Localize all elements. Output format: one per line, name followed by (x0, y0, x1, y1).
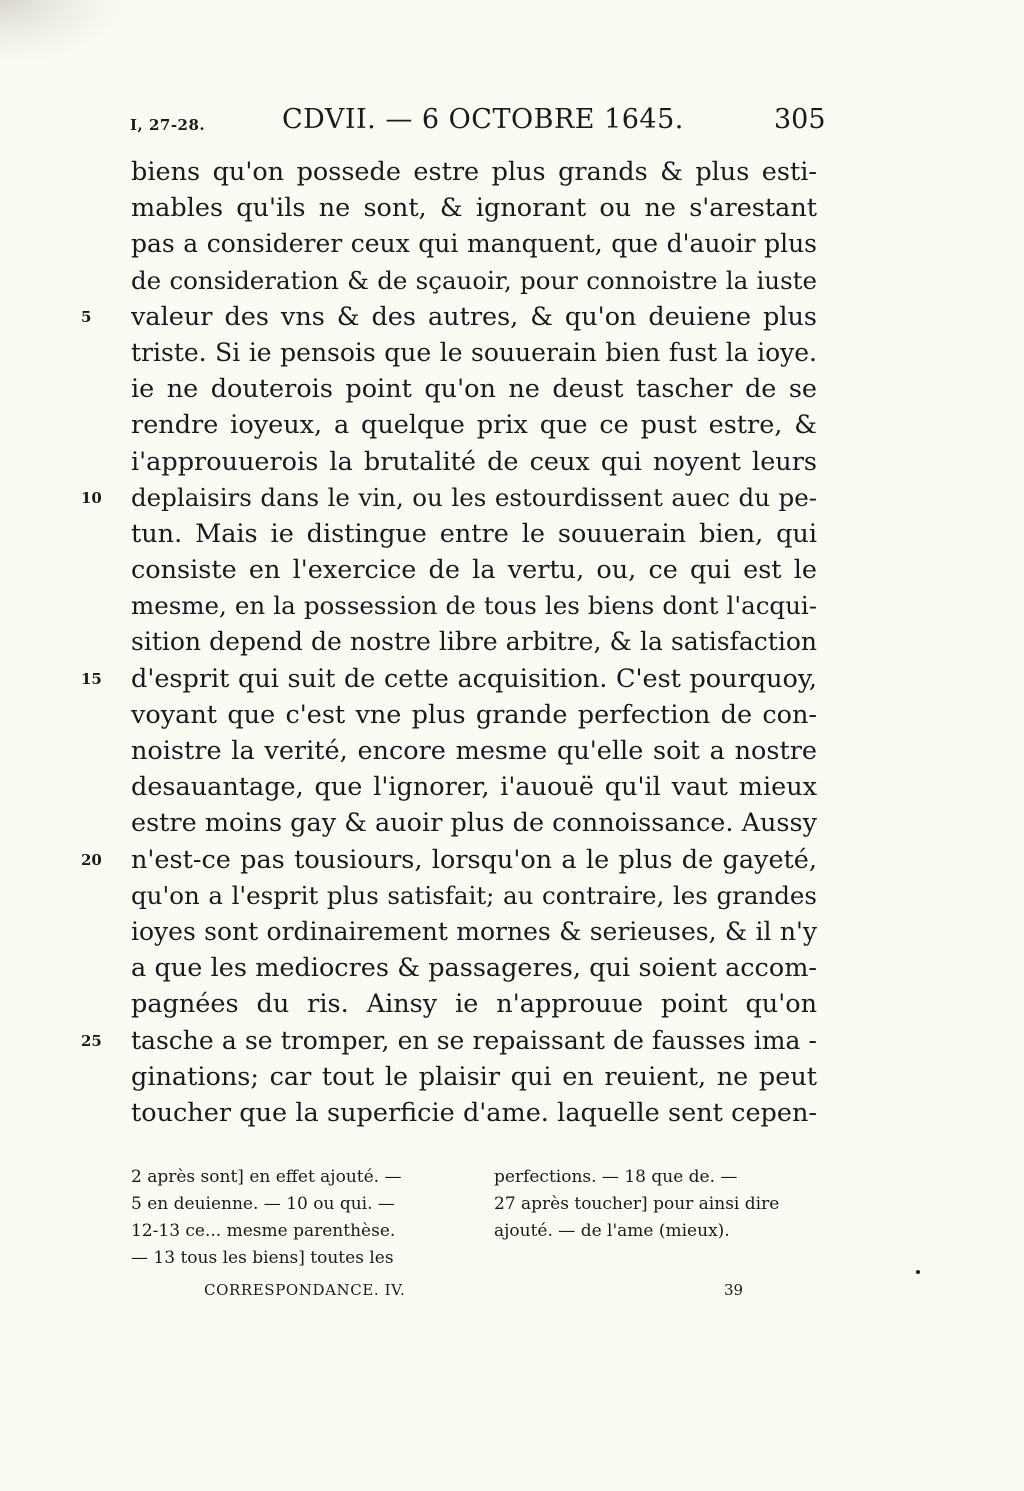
text-line (131, 516, 817, 552)
line-text: rendre ioyeux, a quelque prix que ce pust estre, & (131, 410, 817, 441)
text-line (131, 190, 817, 226)
line-text: mesme, en la possession de tous les biens dont l'acqui- (131, 591, 817, 621)
line-number: 15 (81, 669, 102, 688)
line-text: n'est-ce pas tousiours, lorsqu'on a le plus de gayeté, (131, 844, 817, 875)
text-line (131, 335, 817, 371)
line-text: toucher que la superficie d'ame. laquelle sent cepen- (131, 1097, 817, 1128)
text-line (131, 371, 817, 407)
line-text: tasche a se tromper, en se repaissant de fausses ima - (131, 1025, 817, 1055)
text-line (131, 444, 817, 480)
line-text: de consideration & de sçauoir, pour connoistre la iuste (131, 265, 817, 295)
running-title: CDVII. — 6 OCTOBRE 1645. (282, 104, 684, 135)
text-line (81, 1023, 817, 1059)
page-header (0, 104, 1024, 144)
text-line (131, 950, 817, 986)
text-line (131, 154, 817, 190)
text-line (131, 624, 817, 660)
line-text: i'approuuerois la brutalité de ceux qui noyent leurs (131, 446, 817, 477)
footnote-line: perfections. — 18 que de. — (494, 1167, 738, 1187)
line-text: tun. Mais ie distingue entre le souuerain bien, qui (131, 518, 817, 549)
line-text: voyant que c'est vne plus grande perfection de con- (131, 699, 817, 730)
text-line (131, 407, 817, 443)
text-line (81, 661, 817, 697)
text-line (131, 769, 817, 805)
text-line (131, 1059, 817, 1095)
line-text: consiste en l'exercice de la vertu, ou, ce qui est le (131, 555, 817, 586)
line-text: ioyes sont ordinairement mornes & serieuses, & il n'y (131, 916, 817, 946)
signature-number: 39 (724, 1281, 744, 1299)
footnote-line: — 13 tous les biens] toutes les (131, 1248, 394, 1268)
text-line (131, 805, 817, 841)
line-text: triste. Si ie pensois que le souuerain bien fust la ioye. (131, 337, 817, 367)
footnote-line: 12-13 ce... mesme parenthèse. (131, 1221, 396, 1241)
text-line (81, 480, 817, 516)
line-text: ie ne douterois point qu'on ne deust tascher de se (131, 374, 817, 405)
footnote-line: 2 après sont] en effet ajouté. — (131, 1167, 402, 1187)
paper-speck (916, 1270, 920, 1274)
text-line (131, 986, 817, 1022)
line-text: deplaisirs dans le vin, ou les estourdissent auec du pe- (131, 482, 817, 512)
text-line (131, 588, 817, 624)
page-number: 305 (774, 104, 826, 135)
line-text: pas a considerer ceux qui manquent, que d'auoir plus (131, 229, 817, 259)
line-text: d'esprit qui suit de cette acquisition. C'est pourquoy, (131, 663, 817, 694)
footnote-line: 27 après toucher] pour ainsi dire (494, 1194, 780, 1214)
line-number: 5 (81, 307, 92, 326)
footnote-line: ajouté. — de l'ame (mieux). (494, 1221, 730, 1241)
footnotes-left-column (131, 1164, 459, 1272)
line-text: ginations; car tout le plaisir qui en reuient, ne peut (131, 1061, 817, 1092)
line-text: a que les mediocres & passageres, qui soient accom- (131, 953, 817, 984)
line-number: 20 (81, 850, 102, 869)
page-corner-shadow (0, 0, 120, 60)
signature-line (0, 1281, 1024, 1305)
text-line (81, 842, 817, 878)
main-text (81, 154, 817, 1131)
footnotes-right-column (494, 1164, 821, 1245)
line-text: biens qu'on possede estre plus grands & plus esti- (131, 157, 817, 187)
line-text: desauantage, que l'ignorer, i'auouë qu'il vaut mieux (131, 772, 817, 803)
footnote-line: 5 en deuienne. — 10 ou qui. — (131, 1194, 395, 1214)
text-line (131, 733, 817, 769)
header-reference: I, 27-28. (130, 116, 206, 134)
text-line (131, 263, 817, 299)
text-line (81, 299, 817, 335)
line-text: qu'on a l'esprit plus satisfait; au contraire, les grandes (131, 880, 817, 910)
text-line (131, 878, 817, 914)
text-line (131, 697, 817, 733)
text-line (131, 552, 817, 588)
line-number: 25 (81, 1031, 102, 1050)
line-text: pagnées du ris. Ainsy ie n'approuue point qu'on (131, 989, 817, 1020)
line-text: sition depend de nostre libre arbitre, & la satisfaction (131, 627, 817, 657)
line-text: noistre la verité, encore mesme qu'elle soit a nostre (131, 736, 817, 766)
text-line (131, 914, 817, 950)
signature-title: CORRESPONDANCE. IV. (204, 1281, 406, 1299)
text-line (131, 226, 817, 262)
line-text: mables qu'ils ne sont, & ignorant ou ne s'arestant (131, 193, 817, 224)
line-number: 10 (81, 488, 102, 507)
line-text: valeur des vns & des autres, & qu'on deuiene plus (131, 301, 817, 332)
text-line (131, 1095, 817, 1131)
line-text: estre moins gay & auoir plus de connoissance. Aussy (131, 808, 817, 839)
